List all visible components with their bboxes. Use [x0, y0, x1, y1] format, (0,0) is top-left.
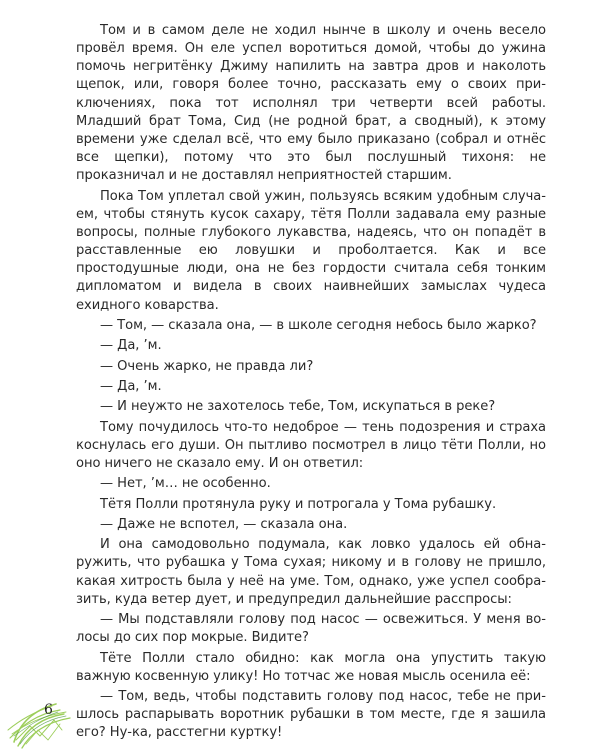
page-text — [76, 22, 546, 745]
dialogue-line: — Том, ведь, чтобы подставить голову под насос, тебе не пришлось распарывать воротник рубашки в том месте, где я зашила его? Ну-ка, расстегни куртку! — [76, 689, 546, 741]
paragraph: Тёте Полли стало обидно: как могла она упустить такую важную косвенную улику! Но тотчас же новая мысль осенила её: — [76, 650, 546, 684]
paragraph: Тётя Полли протянула руку и потрогала у Тома рубашку. — [100, 496, 497, 512]
paragraph: И она самодовольно подумала, как ловко удалось ей обнаружить, что рубашка у Тома сухая; никому и в голову не пришло, какая хитрость была у неё на уме. Том, однако, уже успел сообразить, куда ветер дует, и предупредил дальнейшие расспросы: — [76, 537, 546, 607]
dialogue-line: — Очень жарко, не правда ли? — [100, 358, 314, 374]
paragraph: Том и в самом деле не ходил нынче в школу и очень весело провёл время. Он еле успел воротиться домой, чтобы до ужина помочь негритёнку Джиму напилить на завтра дров и наколоть щепок, или, говоря более точно, рассказать ему о своих приключениях, пока тот исполнял три четверти всей работы. Младший брат Тома, Сид (не родной брат, а сводный), к этому времени уже сделал всё, что ему было приказано (собрал и отнёс все щепки), потому что это был послушный тихоня: не проказничал и не доставлял неприятностей старшим. — [76, 23, 546, 184]
dialogue-line: — Нет, ’м… не особенно. — [100, 476, 271, 492]
dialogue-line: — Да, ’м. — [100, 338, 162, 354]
page-number: 6 — [44, 702, 53, 718]
paragraph: Пока Том уплетал свой ужин, пользуясь всяким удобным случаем, чтобы стянуть кусок сахару, тётя Полли задавала ему разные вопросы, полные глубокого лукавства, надеясь, что он попадёт в расставленные ею ловушки и проболтается. Как и все простодушные люди, она не без гордости считала себя тонким дипломатом и видела в своих наивнейших замыслах чудеса ехидного коварства. — [76, 188, 546, 313]
dialogue-line: — Да, ’м. — [100, 378, 162, 394]
dialogue-line: — Мы подставляли голову под насос — освежиться. У меня волосы до сих пор мокрые. Видите? — [76, 612, 546, 646]
paragraph: Тому почудилось что-то недоброе — тень подозрения и страха коснулась его души. Он пытливо посмотрел в лицо тёти Полли, но оно ничего не сказало ему. И он ответил: — [76, 419, 546, 471]
dialogue-line: — И неужто не захотелось тебе, Том, искупаться в реке? — [100, 399, 496, 415]
dialogue-line: — Даже не вспотел, — сказала она. — [100, 516, 348, 532]
dialogue-line: — Том, — сказала она, — в школе сегодня небось было жарко? — [100, 317, 537, 333]
